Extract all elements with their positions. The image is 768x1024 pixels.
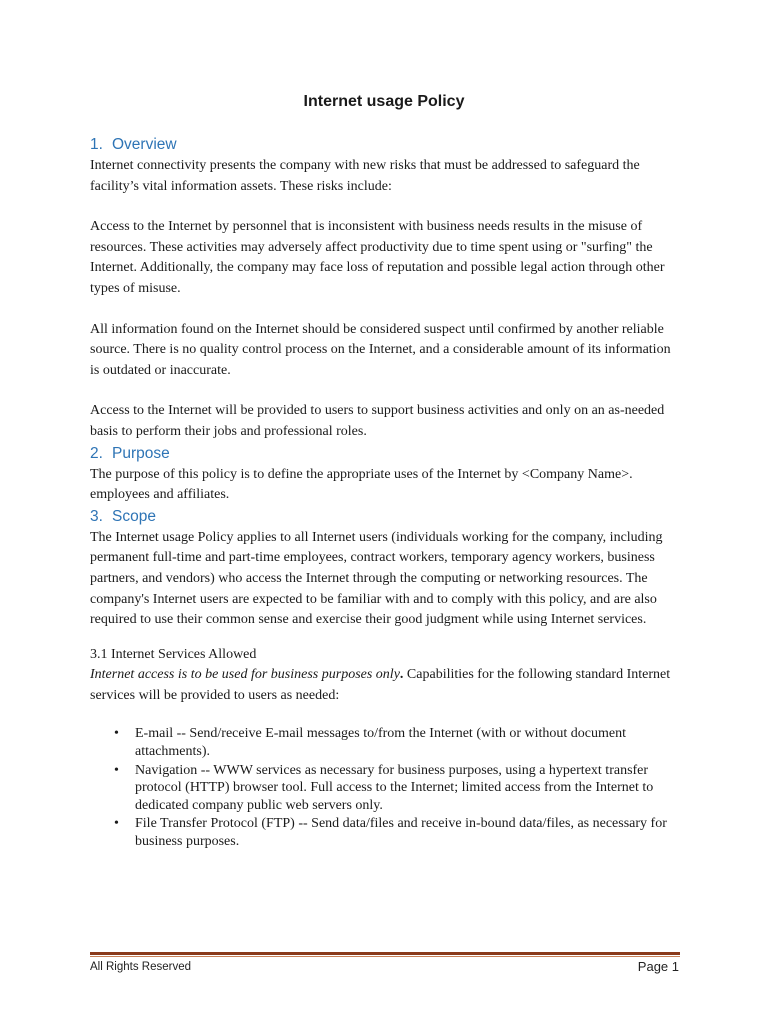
lead-bold-period: . xyxy=(399,667,404,683)
list-item xyxy=(90,725,680,760)
overview-paragraph-4: Access to the Internet will be provided to users to support business activities and only on an as-needed basis to perform their jobs and professional roles. xyxy=(90,403,665,439)
list-item-text: Navigation -- WWW services as necessary for business purposes, using a hypertext transfer protocol (HTTP) browser tool. Full access to the Internet; limited access from the Internet to dedicated company public web servers only. xyxy=(135,762,654,813)
document-body xyxy=(90,134,680,852)
section-number: 1. xyxy=(90,136,103,153)
footer-page-number: Page 1 xyxy=(637,959,679,974)
footer-divider xyxy=(90,952,680,957)
bullet-icon: • xyxy=(114,762,119,778)
section-overview-heading xyxy=(90,134,680,156)
section-title: Scope xyxy=(112,507,156,525)
bullet-icon: • xyxy=(114,816,119,832)
list-item-text: E-mail -- Send/receive E-mail messages to/from the Internet (with or without document attachments). xyxy=(135,726,627,760)
list-item xyxy=(90,815,680,850)
services-list xyxy=(90,725,680,850)
section-title: Overview xyxy=(112,136,177,153)
lead-italic-text: Internet access is to be used for business purposes only xyxy=(90,667,400,683)
document-title: Internet usage Policy xyxy=(303,93,465,110)
footer-copyright: All Rights Reserved xyxy=(90,961,191,973)
subsection-title: 3.1 Internet Services Allowed xyxy=(90,646,257,662)
lead-rest-text: Capabilities for the following standard Internet services will be provided to users as needed: xyxy=(90,667,671,703)
section-number: 2. xyxy=(90,444,103,462)
section-scope-heading xyxy=(90,506,680,528)
list-item xyxy=(90,762,680,815)
scope-paragraph: The Internet usage Policy applies to all Internet users (individuals working for the company, including permanent full-time and part-time employees, contract workers, temporary agency workers, business partners, and vendors) who access the Internet through the computing or networking resources. The company's Internet users are expected to be familiar with and to comply with this policy, and are also required to use their common sense and exercise their good judgment while using Internet services. xyxy=(90,529,663,628)
section-number: 3. xyxy=(90,507,103,525)
footer-rule-thin xyxy=(90,956,680,957)
section-title: Purpose xyxy=(112,444,170,462)
overview-paragraph-1: Internet connectivity presents the company with new risks that must be addressed to safeguard the facility’s vital information assets. These risks include: xyxy=(90,158,640,194)
services-lead-paragraph xyxy=(90,665,680,706)
overview-paragraph-2: Access to the Internet by personnel that is inconsistent with business needs results in the misuse of resources. These activities may adversely affect productivity due to time spent using or "surfing" the Internet. Additionally, the company may face loss of reputation and possible legal action through other types of misuse. xyxy=(90,219,665,296)
section-purpose-heading xyxy=(90,443,680,465)
footer-rule-thick xyxy=(90,952,680,955)
purpose-paragraph: The purpose of this policy is to define the appropriate uses of the Internet by <Company Name>. employees and affiliates. xyxy=(90,466,633,503)
overview-paragraph-3: All information found on the Internet should be considered suspect until confirmed by another reliable source. There is no quality control process on the Internet, and a considerable amount of its information is outdated or inaccurate. xyxy=(90,321,671,378)
bullet-icon: • xyxy=(114,726,119,742)
list-item-text: File Transfer Protocol (FTP) -- Send data/files and receive in-bound data/files, as necessary for business purposes. xyxy=(135,816,667,850)
